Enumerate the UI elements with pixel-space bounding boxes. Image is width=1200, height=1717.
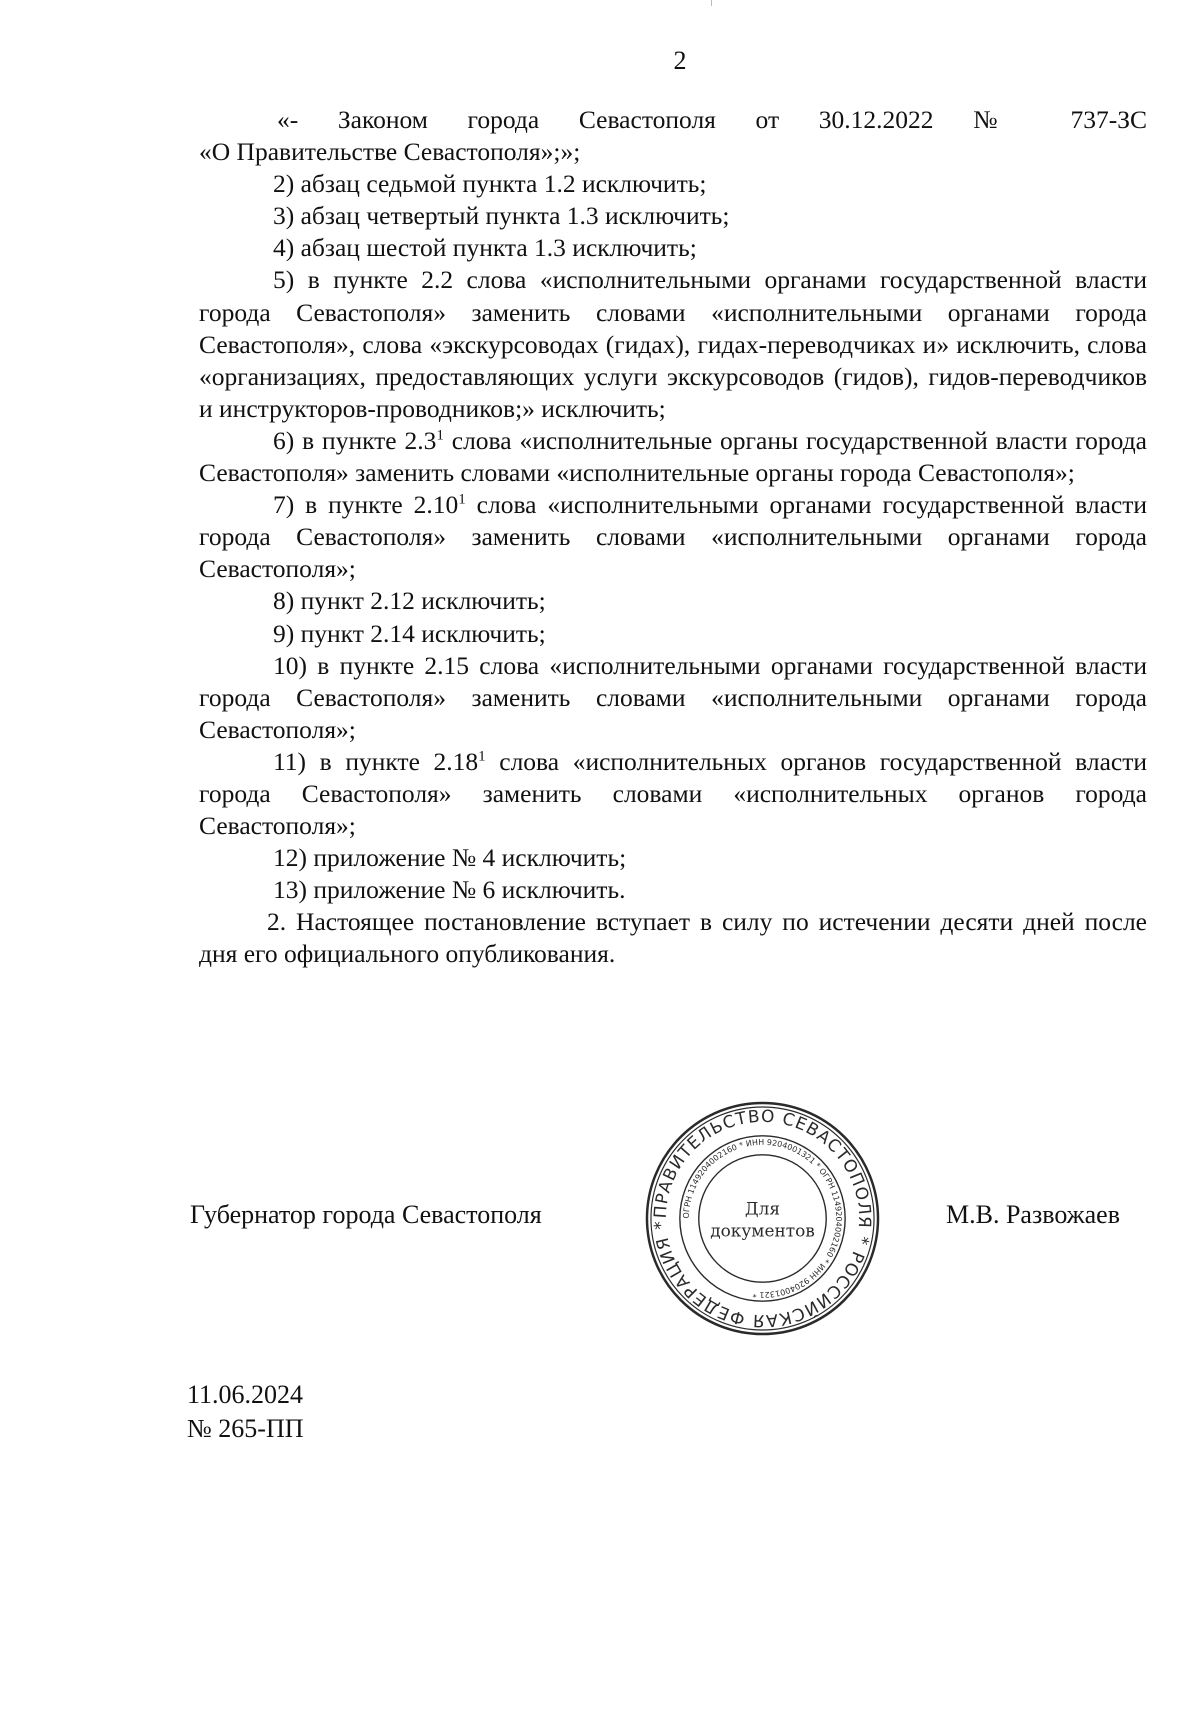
paragraph-12 bbox=[199, 746, 1147, 842]
paragraph-1: «- Законом города Севастополя от 30.12.2022 № 737-ЗС bbox=[277, 105, 1147, 134]
paragraph-9: 8) пункт 2.12 исключить; bbox=[273, 586, 546, 616]
superscript-1: 1 bbox=[458, 491, 466, 508]
seal-outer-text: ПРАВИТЕЛЬСТВО СЕВАСТОПОЛЯ * РОССИЙСКАЯ ФЕДЕРАЦИЯ * bbox=[649, 1105, 876, 1332]
document-date: 11.06.2024 bbox=[187, 1380, 304, 1409]
paragraph-5: 4) абзац шестой пункта 1.3 исключить; bbox=[273, 233, 697, 263]
seal-inner-text: ОГРН 1149204002160 * ИНН 9204001321 * ОГРН 1149204002160 * ИНН 9204001321 * bbox=[681, 1137, 844, 1300]
paragraph-8-end: слова «исполнительными органами государственной власти города Севастополя» заменить словами «исполнительными органами города Севастополя»; bbox=[199, 490, 1147, 584]
seal-center-line-1: Для bbox=[744, 1198, 781, 1219]
paragraph-8 bbox=[199, 489, 1147, 585]
paragraph-12-end: слова «исполнительных органов государственной власти города Севастополя» заменить словами «исполнительных органов города Севастополя»; bbox=[199, 746, 1147, 841]
paragraph-2: «О Правительстве Севастополя»;»; bbox=[199, 137, 581, 167]
signatory-title: Губернатор города Севастополя bbox=[190, 1200, 542, 1229]
paragraph-10: 9) пункт 2.14 исключить; bbox=[273, 618, 546, 648]
paragraph-13: 12) приложение № 4 исключить; bbox=[273, 843, 627, 873]
document-body bbox=[199, 104, 1147, 971]
paragraph-3: 2) абзац седьмой пункта 1.2 исключить; bbox=[273, 169, 707, 199]
paragraph-8-start: 7) в пункте 2.10 bbox=[273, 490, 459, 520]
page-number: 2 bbox=[673, 46, 687, 75]
seal-center-line-2: документов bbox=[710, 1220, 815, 1241]
paragraph-14: 13) приложение № 6 исключить. bbox=[273, 875, 626, 905]
paragraph-7-end: слова «исполнительные органы государственной власти города Севастополя» заменить словами «исполнительные органы города Севастополя»; bbox=[199, 425, 1147, 488]
paragraph-4: 3) абзац четвертый пункта 1.3 исключить; bbox=[273, 201, 730, 231]
paragraph-7 bbox=[199, 425, 1147, 489]
paragraph-12-start: 11) в пункте 2.18 bbox=[273, 746, 479, 776]
paragraph-7-start: 6) в пункте 2.3 bbox=[273, 425, 437, 455]
scan-mark bbox=[711, 0, 712, 6]
document-number: № 265-ПП bbox=[187, 1414, 304, 1443]
paragraph-6: 5) в пункте 2.2 слова «исполнительными органами государственной власти города Севастополя» заменить словами «исполнительными органами города Севастополя», слова «экскурсоводах (гидах), гидах-переводчиках и» исключить, слова «организациях, предоставляющих услуги экскурсоводов (гидов), гидов-переводчиков и инструкторов-проводников;» исключить; bbox=[199, 265, 1147, 423]
superscript-1: 1 bbox=[478, 748, 486, 765]
signatory-name: М.В. Развожаев bbox=[946, 1200, 1121, 1229]
paragraph-15: 2. Настоящее постановление вступает в силу по истечении десяти дней после дня его официального опубликования. bbox=[199, 907, 1147, 969]
paragraph-11: 10) в пункте 2.15 слова «исполнительными органами государственной власти города Севастополя» заменить словами «исполнительными органами города Севастополя»; bbox=[199, 650, 1147, 744]
official-seal bbox=[643, 1099, 882, 1338]
superscript-1: 1 bbox=[436, 427, 444, 444]
